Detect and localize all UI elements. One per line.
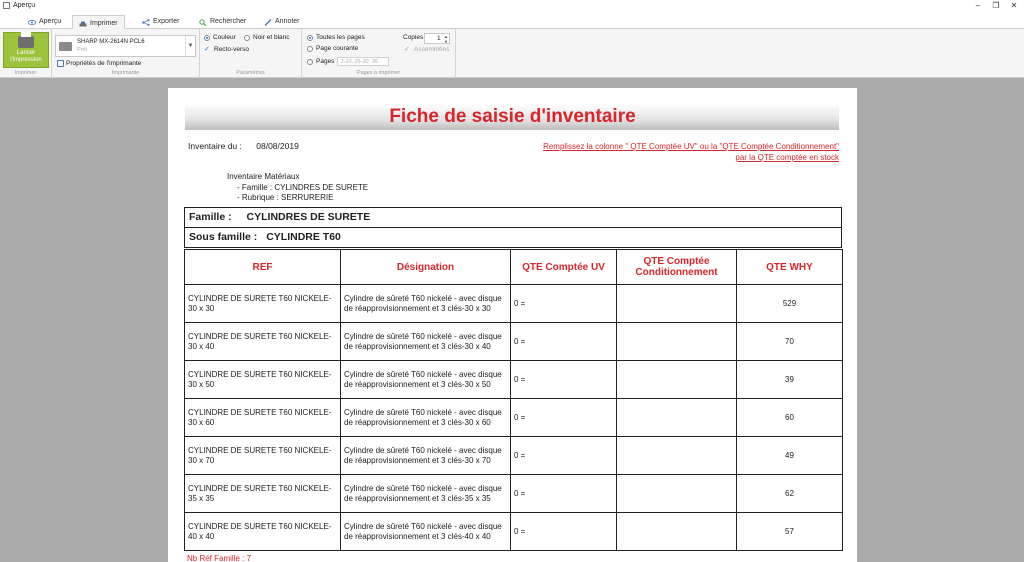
- radio-off-icon: [244, 35, 250, 41]
- family-label: Famille :: [189, 211, 232, 223]
- document-title: Fiche de saisie d'inventaire: [389, 106, 636, 127]
- share-icon: [142, 18, 150, 25]
- color-radio[interactable]: [204, 34, 236, 41]
- group-print: [0, 29, 52, 77]
- cell-qte-uv: 0 =: [511, 475, 617, 513]
- cell-qte-why: 62: [737, 475, 843, 513]
- tab-label: Exporter: [153, 18, 180, 25]
- table-row: [185, 323, 843, 361]
- cell-ref: CYLINDRE DE SURETE T60 NICKELE-30 x 50: [185, 361, 341, 399]
- print-button-line2: l'impression: [10, 57, 42, 63]
- table-row: [185, 399, 843, 437]
- cell-qte-uv: 0 =: [511, 399, 617, 437]
- cell-designation: Cylindre de sûreté T60 nickelé - avec disque de réapprovisionnement et 3 clés-30 x 60: [341, 399, 511, 437]
- bw-label: Noir et blanc: [253, 34, 290, 41]
- column-header-qte-cond: QTE Comptée Conditionnement: [617, 250, 737, 285]
- checkmark-icon: ✓: [404, 46, 410, 53]
- column-header-designation: Désignation: [341, 250, 511, 285]
- table-row: [185, 437, 843, 475]
- family-row: [185, 208, 841, 228]
- restore-button[interactable]: ❐: [992, 1, 1000, 10]
- cell-ref: CYLINDRE DE SURETE T60 NICKELE-35 x 35: [185, 475, 341, 513]
- document-page: [168, 88, 857, 562]
- cell-ref: CYLINDRE DE SURETE T60 NICKELE-30 x 40: [185, 323, 341, 361]
- cell-ref: CYLINDRE DE SURETE T60 NICKELE-40 x 40: [185, 513, 341, 551]
- launch-print-button[interactable]: [3, 32, 49, 68]
- family-box: [184, 207, 842, 248]
- cell-ref: CYLINDRE DE SURETE T60 NICKELE-30 x 60: [185, 399, 341, 437]
- title-bar: [0, 0, 1024, 11]
- inventory-label: Inventaire du :: [188, 141, 242, 151]
- copies-stepper[interactable]: [424, 33, 450, 44]
- cell-qte-why: 70: [737, 323, 843, 361]
- printer-status: Prêt: [77, 47, 88, 53]
- radio-off-icon: [307, 46, 313, 52]
- tab-exporter[interactable]: [136, 14, 185, 29]
- materials-block: [227, 172, 368, 204]
- cell-designation: Cylindre de sûreté T60 nickelé - avec disque de réapprovisionnement et 3 clés-35 x 35: [341, 475, 511, 513]
- subfamily-row: [185, 228, 841, 247]
- properties-icon: [57, 60, 64, 67]
- subgroup-line: - Rubrique : SERRURERIE: [237, 193, 334, 202]
- cell-qte-why: 529: [737, 285, 843, 323]
- all-pages-radio[interactable]: [307, 34, 365, 41]
- cell-designation: Cylindre de sûreté T60 nickelé - avec disque de réapprovisionnement et 3 clés-40 x 40: [341, 513, 511, 551]
- app-icon: [3, 2, 10, 9]
- printer-select[interactable]: [55, 35, 196, 57]
- spinner-arrows-icon[interactable]: ▲ ▼: [444, 34, 448, 44]
- subfamily-label: Sous famille :: [189, 231, 258, 243]
- eye-icon: [28, 18, 36, 25]
- cell-qte-uv: 0 =: [511, 323, 617, 361]
- window-title: Aperçu: [13, 2, 36, 9]
- cell-qte-cond: [617, 513, 737, 551]
- tab-label: Rechercher: [210, 18, 247, 25]
- cell-qte-cond: [617, 323, 737, 361]
- minimize-button[interactable]: –: [975, 1, 981, 10]
- subfamily-value: CYLINDRE T60: [266, 231, 341, 243]
- duplex-checkbox[interactable]: [204, 45, 249, 53]
- column-header-qte-uv: QTE Comptée UV: [511, 250, 617, 285]
- group-label-pages: Pages à imprimer: [356, 70, 401, 76]
- instruction-note: [543, 141, 839, 163]
- note-line-1: Remplissez la colonne " QTE Comptée UV" ou la "QTE Comptée Conditionnement": [543, 142, 839, 151]
- materials-title: Inventaire Matériaux: [227, 172, 300, 181]
- color-label: Couleur: [213, 34, 236, 41]
- cell-qte-cond: [617, 361, 737, 399]
- copies-label-text: Copies: [403, 34, 424, 41]
- tab-label: Annoter: [275, 18, 300, 25]
- checkmark-icon: ✓: [204, 46, 210, 53]
- tab-annoter[interactable]: [258, 14, 306, 29]
- tab-label: Aperçu: [39, 18, 62, 25]
- tab-rechercher[interactable]: [193, 14, 252, 29]
- family-line: - Famille : CYLINDRES DE SURETE: [237, 182, 369, 192]
- print-button-line1: Lancer: [16, 50, 36, 56]
- duplex-label: Recto-verso: [214, 45, 250, 53]
- collate-checkbox[interactable]: [404, 45, 449, 53]
- copies-value: 1: [437, 35, 441, 42]
- cell-qte-why: 57: [737, 513, 843, 551]
- cell-qte-why: 49: [737, 437, 843, 475]
- printer-icon: [18, 36, 34, 48]
- pages-label: Pages: [316, 58, 335, 65]
- cell-qte-uv: 0 =: [511, 513, 617, 551]
- note-line-2: par la QTE comptée en stock: [735, 153, 839, 162]
- printer-icon: [79, 20, 87, 27]
- cell-qte-uv: 0 =: [511, 437, 617, 475]
- group-label-print: Imprimer: [14, 70, 37, 76]
- column-header-ref: REF: [185, 250, 341, 285]
- cell-designation: Cylindre de sûreté T60 nickelé - avec disque de réapprovisionnement et 3 clés-30 x 30: [341, 285, 511, 323]
- cell-ref: CYLINDRE DE SURETE T60 NICKELE-30 x 70: [185, 437, 341, 475]
- pages-radio[interactable]: [307, 57, 389, 66]
- ribbon: [0, 29, 1024, 78]
- table-row: [185, 475, 843, 513]
- printer-properties-link[interactable]: [57, 60, 141, 67]
- all-pages-label: Toutes les pages: [316, 34, 365, 41]
- tab-apercu[interactable]: [22, 14, 67, 29]
- inventory-date-line: [188, 141, 299, 151]
- cell-qte-cond: [617, 399, 737, 437]
- tab-label: Imprimer: [90, 19, 118, 27]
- printer-properties-label: Propriétés de l'imprimante: [66, 60, 142, 67]
- table-row: [185, 285, 843, 323]
- cell-qte-cond: [617, 285, 737, 323]
- close-button[interactable]: ✕: [1010, 1, 1018, 10]
- pen-icon: [264, 18, 272, 25]
- cell-qte-uv: 0 =: [511, 361, 617, 399]
- radio-on-icon: [307, 35, 313, 41]
- collate-label: Assemblées: [414, 45, 450, 53]
- cell-qte-why: 39: [737, 361, 843, 399]
- radio-on-icon: [204, 35, 210, 41]
- tab-imprimer[interactable]: [72, 15, 125, 30]
- group-label-printer: Imprimante: [111, 70, 140, 76]
- cell-qte-cond: [617, 437, 737, 475]
- cell-qte-uv: 0 =: [511, 285, 617, 323]
- cell-designation: Cylindre de sûreté T60 nickelé - avec disque de réapprovisionnement et 3 clés-30 x 50: [341, 361, 511, 399]
- inventory-date: 08/08/2019: [256, 141, 299, 151]
- table-row: [185, 361, 843, 399]
- tab-bar: [0, 11, 1024, 29]
- bw-radio[interactable]: [244, 34, 290, 41]
- inventory-table: [184, 249, 843, 551]
- cell-designation: Cylindre de sûreté T60 nickelé - avec disque de réapprovisionnement et 3 clés-30 x 40: [341, 323, 511, 361]
- search-icon: [199, 18, 207, 25]
- cell-ref: CYLINDRE DE SURETE T60 NICKELE-30 x 30: [185, 285, 341, 323]
- column-header-qte-why: QTE WHY: [737, 250, 843, 285]
- family-value: CYLINDRES DE SURETE: [246, 211, 371, 223]
- radio-off-icon: [307, 59, 313, 65]
- family-ref-count: Nb Réf Famille : 7: [187, 554, 252, 562]
- printer-name: SHARP MX-2614N PCL6: [77, 39, 145, 45]
- pages-range-input[interactable]: 1-10, 25-30, 35: [337, 57, 389, 66]
- table-header-row: [185, 250, 843, 285]
- group-label-params: Paramètres: [236, 70, 265, 76]
- cell-designation: Cylindre de sûreté T60 nickelé - avec disque de réapprovisionnement et 3 clés-30 x 70: [341, 437, 511, 475]
- table-row: [185, 513, 843, 551]
- current-page-radio[interactable]: [307, 45, 358, 52]
- chevron-down-icon[interactable]: ▼: [185, 36, 195, 56]
- printer-device-icon: [59, 42, 72, 51]
- cell-qte-why: 60: [737, 399, 843, 437]
- cell-qte-cond: [617, 475, 737, 513]
- current-page-label: Page courante: [316, 45, 359, 52]
- copies-label: [403, 34, 423, 41]
